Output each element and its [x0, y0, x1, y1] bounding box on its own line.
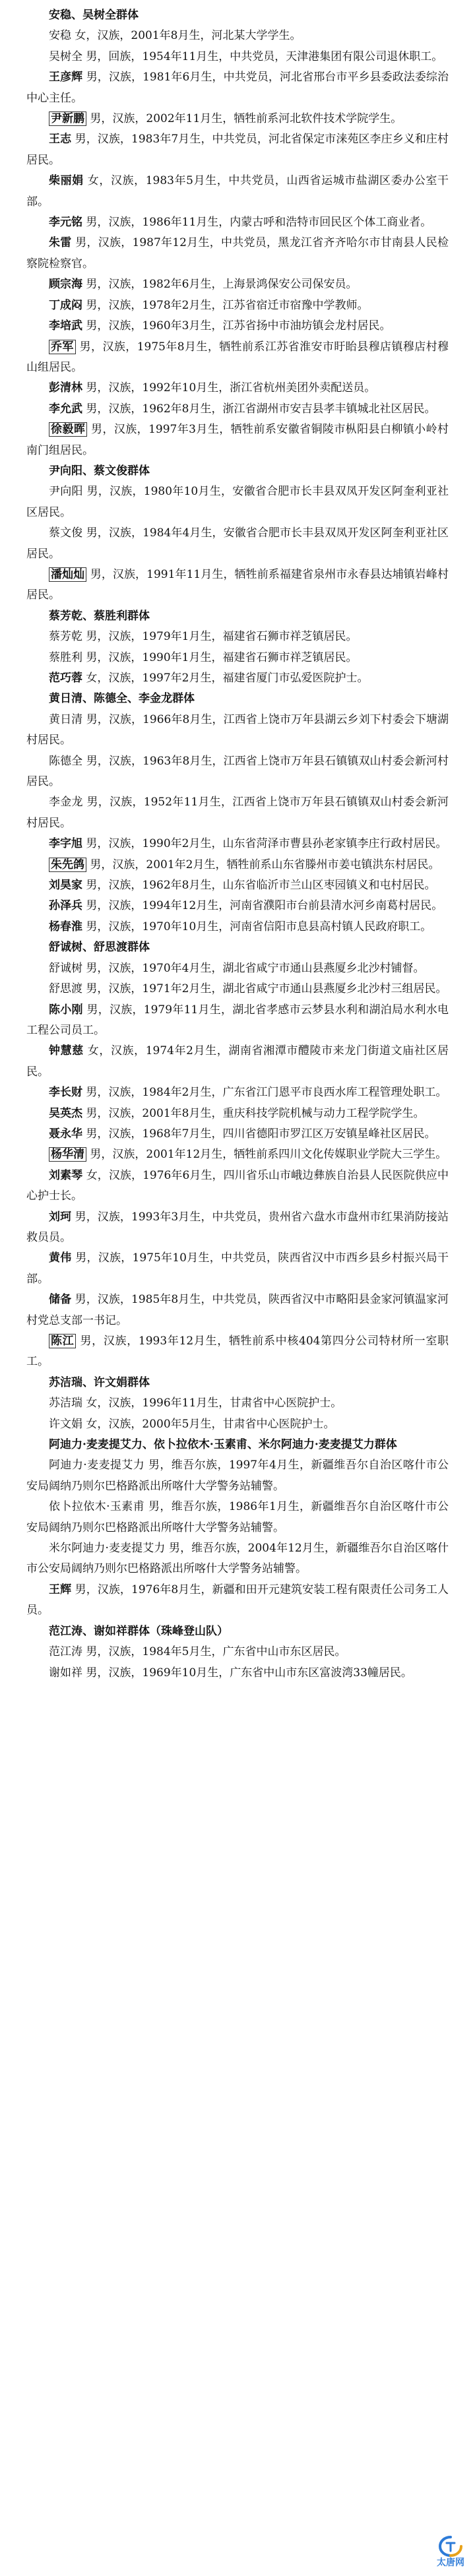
honoree-entry [26, 1083, 449, 1103]
honoree-name: 吴英杰 [49, 1106, 82, 1120]
honoree-details: 男，汉族，1983年7月生，中共党员，河北省保定市涞苑区李庄乡义和庄村居民。 [26, 133, 449, 167]
honoree-details: 男，汉族，1976年8月生，新疆和田开元建筑安装工程有限责任公司务工人员。 [26, 1583, 449, 1618]
member-entry: 安稳 女，汉族，2001年8月生，河北某大学学生。 [49, 29, 301, 43]
group-heading: 阿迪力·麦麦提艾力、依卜拉依木·玉素甫、米尔阿迪力·麦麦提艾力群体 [49, 1438, 397, 1452]
group-heading: 范江涛、谢如祥群体（珠峰登山队） [49, 1624, 228, 1638]
honoree-name: 李字旭 [49, 837, 82, 851]
honoree-name-boxed: 潘灿灿 [49, 567, 86, 582]
honoree-entry [26, 171, 449, 212]
honoree-name: 范巧蓉 [49, 672, 82, 685]
honoree-name: 孙泽兵 [49, 899, 82, 913]
group-heading: 安稳、吴树全群体 [49, 9, 139, 22]
honoree-details: 男，汉族，1981年6月生，中共党员，河北省邢台市平乡县委政法委综治中心主任。 [26, 71, 449, 105]
honoree-name: 彭清林 [49, 381, 82, 395]
honoree-details: 男，汉族，1987年12月生，中共党员，黑龙江省齐齐哈尔市甘南县人民检察院检察官。 [26, 236, 449, 270]
honoree-details: 男，汉族，2001年8月生，重庆科技学院机械与动力工程学院学生。 [82, 1106, 425, 1120]
honoree-name: 钟慧慈 [49, 1044, 84, 1058]
honoree-entry [26, 296, 449, 316]
honoree-entry [26, 67, 449, 109]
honoree-details: 男，汉族，1991年11月生，牺牲前系福建省泉州市永春县达埔镇岩峰村居民。 [26, 567, 449, 602]
member-entry: 许文娟 女，汉族，2000年5月生，甘肃省中心医院护士。 [49, 1417, 335, 1431]
honoree-details: 男，汉族，2001年12月生，牺牲前系四川文化传媒职业学院大三学生。 [86, 1148, 447, 1162]
honoree-name-boxed: 徐毅晖 [49, 422, 87, 437]
honoree-details: 男，汉族，2001年2月生，牺牲前系山东省滕州市姜屯镇洪东村居民。 [86, 858, 440, 871]
honoree-entry [26, 399, 449, 420]
honoree-entry [26, 1104, 449, 1124]
honoree-name: 杨春淮 [49, 920, 82, 933]
honoree-name: 陈小刚 [49, 1003, 83, 1017]
member-entry: 范江涛 男，汉族，1984年5月生，广东省中山市东区居民。 [49, 1645, 346, 1659]
member-entry: 黄日清 男，汉族，1966年8月生，江西省上饶市万年县湖云乡刘下村委会下塘湖村居民。 [26, 712, 449, 747]
honoree-entry [26, 337, 449, 379]
honoree-entry [26, 378, 449, 398]
tc-logo-icon [437, 2535, 464, 2558]
honoree-entry [26, 668, 449, 689]
honoree-entry [26, 1248, 449, 1290]
honoree-name: 李允武 [49, 402, 82, 416]
honoree-details: 男，汉族，1990年2月生，山东省菏泽市曹县孙老家镇李庄行政村居民。 [82, 837, 447, 851]
honoree-entry [26, 1290, 449, 1331]
honoree-entry [26, 129, 449, 171]
honoree-entry [26, 1041, 449, 1083]
honoree-entry [26, 1166, 449, 1207]
member-entry: 阿迪力·麦麦提艾力 男，维吾尔族，1997年4月生，新疆维吾尔自治区喀什市公安局阔纳乃则尔巴格路派出所喀什大学警务站辅警。 [26, 1459, 449, 1493]
honoree-details: 男，汉族，1968年7月生，四川省德阳市罗江区万安镇星峰社区居民。 [82, 1127, 436, 1141]
member-entry: 尹向阳 男，汉族，1980年10月生，安徽省合肥市长丰县双凤开发区阿奎利亚社区居民。 [26, 485, 449, 519]
honoree-name-boxed: 杨华清 [49, 1147, 86, 1162]
honoree-details: 男，汉族，1975年10月生，中共党员，陕西省汉中市西乡县乡村振兴局干部。 [26, 1251, 449, 1286]
honoree-name: 王辉 [49, 1583, 72, 1596]
honoree-entry [26, 1000, 449, 1042]
honoree-entry [26, 834, 449, 854]
group-heading: 舒诚树、舒思渡群体 [49, 941, 150, 955]
honoree-details: 男，汉族，1970年10月生，河南省信阳市息县高村镇人民政府职工。 [82, 920, 432, 933]
member-entry: 舒思渡 男，汉族，1971年2月生，湖北省咸宁市通山县燕厦乡北沙村三组居民。 [49, 982, 447, 996]
member-entry: 陈德全 男，汉族，1963年8月生，江西省上饶市万年县石镇镇双山村委会新河村居民。 [26, 754, 449, 789]
honoree-entry [26, 855, 449, 875]
group-heading: 苏洁瑞、许文娟群体 [49, 1375, 150, 1389]
honoree-entry [26, 1331, 449, 1373]
honoree-name: 刘素琴 [49, 1168, 83, 1182]
honoree-details: 男，汉族，2002年11月生，牺牲前系河北软件技术学院学生。 [86, 112, 402, 126]
honoree-name: 朱雷 [49, 236, 72, 250]
honoree-entry [26, 109, 449, 129]
honoree-details: 男，汉族，1993年12月生，牺牲前系中核404第四分公司特材所一室职工。 [26, 1335, 449, 1369]
honoree-entry [26, 233, 449, 274]
honoree-entry [26, 316, 449, 336]
member-entry: 蔡文俊 男，汉族，1984年4月生，安徽省合肥市长丰县双凤开发区阿奎利亚社区居民。 [26, 526, 449, 561]
honoree-entry [26, 1145, 449, 1165]
member-entry: 吴树全 男，回族，1954年11月生，中共党员，天津港集团有限公司退休职工。 [49, 49, 443, 63]
honoree-entry [26, 896, 449, 916]
honoree-details: 男，汉族，1962年8月生，山东省临沂市兰山区枣园镇义和屯村居民。 [82, 879, 436, 893]
honoree-name: 聂永华 [49, 1127, 82, 1141]
honoree-details: 女，汉族，1974年2月生，湖南省湘潭市醴陵市来龙门街道文庙社区居民。 [26, 1044, 449, 1079]
honoree-details: 男，汉族，1992年10月生，浙江省杭州美团外卖配送员。 [82, 381, 376, 395]
member-entry: 蔡芳乾 男，汉族，1979年1月生，福建省石狮市祥芝镇居民。 [49, 630, 358, 644]
member-entry: 李金龙 男，汉族，1952年11月生，江西省上饶市万年县石镇镇双山村委会新河村居民。 [26, 796, 449, 830]
member-entry: 依卜拉依木·玉素甫 男，维吾尔族，1986年1月生，新疆维吾尔自治区喀什市公安局阔纳乃则尔巴格路派出所喀什大学警务站辅警。 [26, 1500, 449, 1534]
honoree-name: 李元铭 [49, 216, 82, 230]
honoree-details: 男，汉族，1984年2月生，广东省江门恩平市良西水库工程管理处职工。 [82, 1086, 447, 1100]
watermark-text: 太唐网 [437, 2558, 464, 2568]
honoree-details: 男，汉族，1975年8月生，牺牲前系江苏省淮安市盱眙县穆店镇穆店村穆山组居民。 [26, 340, 449, 374]
honoree-name: 刘昊家 [49, 879, 82, 893]
group-heading: 黄日清、陈德全、李金龙群体 [49, 692, 195, 706]
honoree-name-boxed: 朱先鸽 [49, 858, 86, 872]
honoree-details: 男，汉族，1994年12月生，河南省濮阳市台前县清水河乡南葛村居民。 [82, 899, 443, 913]
honoree-name: 王彦辉 [49, 71, 83, 84]
honoree-name: 黄伟 [49, 1251, 72, 1265]
honoree-details: 女，汉族，1983年5月生，中共党员，山西省运城市盐湖区委办公室干部。 [26, 174, 449, 208]
honoree-details: 男，汉族，1986年11月生，内蒙古呼和浩特市回民区个体工商业者。 [82, 216, 432, 230]
group-heading: 蔡芳乾、蔡胜利群体 [49, 609, 150, 623]
honoree-details: 男，汉族，1978年2月生，江苏省宿迁市宿豫中学教师。 [82, 298, 369, 312]
honoree-name: 李长财 [49, 1086, 82, 1100]
honoree-name-boxed: 陈江 [49, 1334, 76, 1348]
honoree-entry [26, 1207, 449, 1249]
member-entry: 米尔阿迪力·麦麦提艾力 男，维吾尔族，2004年12月生，新疆维吾尔自治区喀什市公安局阔纳乃则尔巴格路派出所喀什大学警务站辅警。 [26, 1542, 449, 1576]
honoree-entry [26, 917, 449, 937]
honoree-details: 男，汉族，1979年11月生，湖北省孝感市云梦县水利和湖泊局水利水电工程公司员工。 [26, 1003, 449, 1037]
honoree-name: 李培武 [49, 319, 82, 333]
honoree-name: 丁成闷 [49, 298, 82, 312]
honoree-name-boxed: 尹新鹏 [49, 111, 86, 126]
honoree-name-boxed: 乔军 [49, 340, 76, 354]
honoree-details: 男，汉族，1997年3月生，牺牲前系安徽省铜陵市枞阳县白柳镇小岭村南门组居民。 [26, 423, 449, 457]
honoree-details: 女，汉族，1976年6月生，四川省乐山市峨边彝族自治县人民医院供应中心护士长。 [26, 1168, 449, 1203]
honoree-details: 男，汉族，1985年8月生，中共党员，陕西省汉中市略阳县金家河镇温家河村党总支部一书记。 [26, 1293, 449, 1327]
honoree-entry [26, 274, 449, 295]
honoree-name: 柴丽娟 [49, 174, 84, 188]
honoree-entry [26, 1124, 449, 1145]
honoree-entry [26, 212, 449, 233]
honoree-name: 王志 [49, 133, 72, 146]
member-entry: 苏洁瑞 女，汉族，1996年11月生，甘肃省中心医院护士。 [49, 1397, 342, 1410]
honoree-details: 男，汉族，1962年8月生，浙江省湖州市安吉县孝丰镇城北社区居民。 [82, 402, 436, 416]
honoree-name: 刘珂 [49, 1210, 72, 1224]
honoree-entry [26, 1580, 449, 1621]
site-watermark [430, 2532, 471, 2571]
honoree-name: 顾宗海 [49, 278, 82, 292]
member-entry: 谢如祥 男，汉族，1969年10月生，广东省中山市东区富波湾33幢居民。 [49, 1666, 412, 1680]
honoree-list [26, 5, 449, 1683]
honoree-details: 女，汉族，1997年2月生，福建省厦门市弘爱医院护士。 [82, 672, 369, 685]
member-entry: 蔡胜利 男，汉族，1990年1月生，福建省石狮市祥芝镇居民。 [49, 650, 358, 664]
honoree-entry [26, 420, 449, 461]
group-heading: 尹向阳、蔡文俊群体 [49, 464, 150, 478]
honoree-details: 男，汉族，1982年6月生，上海景鸿保安公司保安员。 [82, 278, 358, 292]
honoree-entry [26, 565, 449, 606]
honoree-entry [26, 875, 449, 896]
honoree-details: 男，汉族，1993年3月生，中共党员，贵州省六盘水市盘州市红果消防接站救员员。 [26, 1210, 449, 1244]
member-entry: 舒诚树 男，汉族，1970年4月生，湖北省咸宁市通山县燕厦乡北沙村铺督。 [49, 961, 425, 975]
honoree-name: 储备 [49, 1293, 72, 1307]
honoree-details: 男，汉族，1960年3月生，江苏省扬中市油坊镇会龙村居民。 [82, 319, 391, 333]
